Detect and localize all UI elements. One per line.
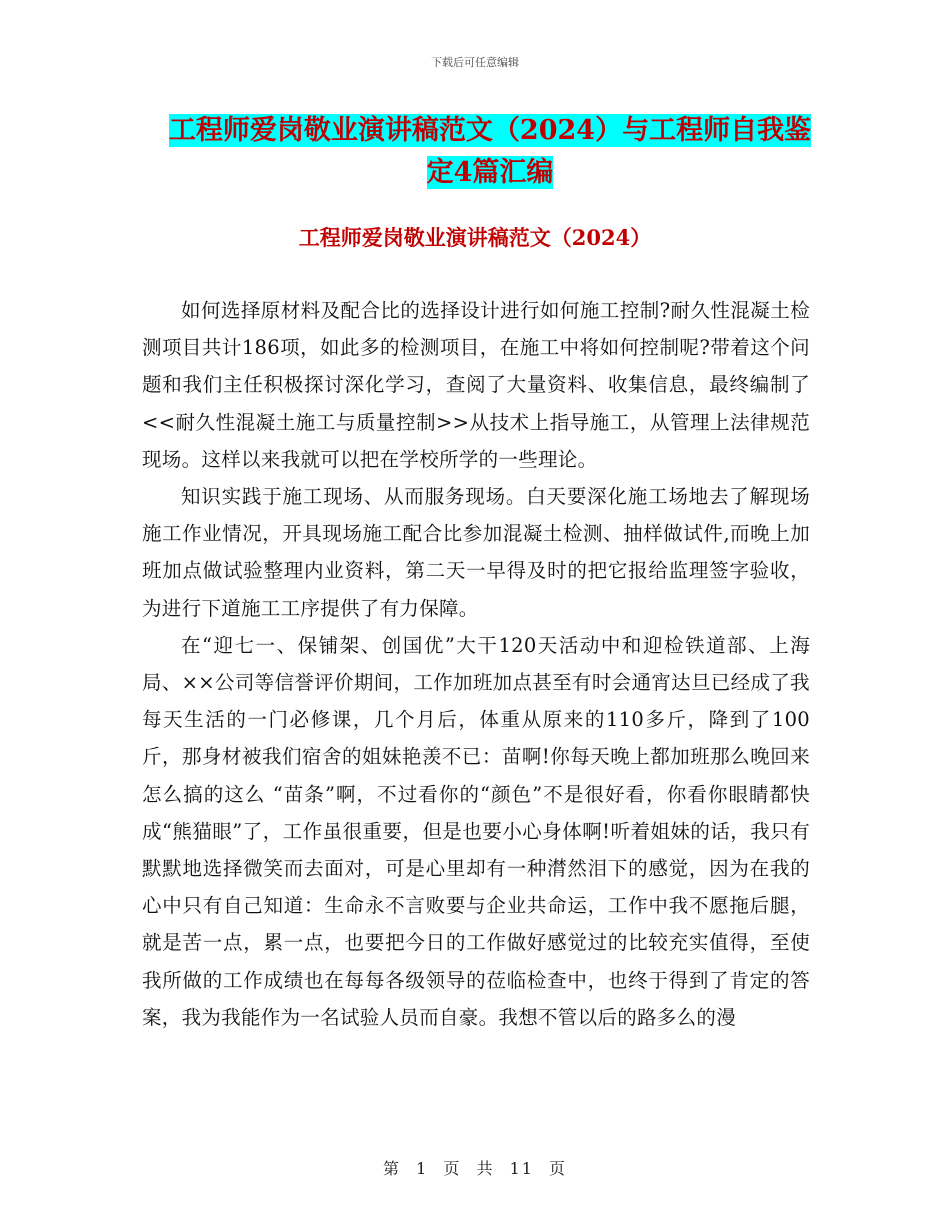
footer-label-total: 共 xyxy=(476,1159,495,1178)
document-title-line2: 定4篇汇编 xyxy=(426,157,554,188)
header-note: 下载后可任意编辑 xyxy=(431,56,519,69)
footer-current-page: 1 xyxy=(416,1159,429,1178)
footer-label-unit: 页 xyxy=(443,1159,462,1178)
section-title: 工程师爱岗敬业演讲稿范文（2024） xyxy=(298,225,652,250)
paragraph-2: 知识实践于施工现场、从而服务现场。白天要深化施工场地去了解现场施工作业情况，开具现场施工配合比参加混凝土检测、抽样做试件,而晚上加班加点做试验整理内业资料，第二天一早得及时的把它报给监理签字验收，为进行下道施工工序提供了有力保障。 xyxy=(142,485,810,620)
footer-label-unit2: 页 xyxy=(549,1159,568,1178)
document-title xyxy=(140,110,840,194)
footer-total-pages: 11 xyxy=(509,1159,534,1178)
document-title-line1: 工程师爱岗敬业演讲稿范文（2024）与工程师自我鉴 xyxy=(168,115,812,146)
page-footer xyxy=(0,1156,950,1179)
footer-label-page: 第 xyxy=(382,1159,401,1178)
body-text xyxy=(142,292,810,1036)
paragraph-3: 在“迎七一、保铺架、创国优”大干120天活动中和迎检铁道部、上海局、××公司等信誉评价期间，工作加班加点甚至有时会通宵达旦已经成了我每天生活的一门必修课，几个月后，体重从原来的110多斤，降到了100斤，那身材被我们宿舍的姐妹艳羡不已：苗啊!你每天晚上都加班那么晚回来怎么搞的这么 “苗条”啊，不过看你的“颜色”不是很好看，你看你眼睛都快成“熊猫眼”了，工作虽很重要，但是也要小心身体啊!听着姐妹的话，我只有默默地选择微笑而去面对，可是心里却有一种潸然泪下的感觉，因为在我的心中只有自己知道：生命永不言败要与企业共命运，工作中我不愿拖后腿，就是苦一点，累一点，也要把今日的工作做好感觉过的比较充实值得，至使我所做的工作成绩也在每每各级领导的莅临检查中，也终于得到了肯定的答案，我为我能作为一名试验人员而自豪。我想不管以后的路多么的漫 xyxy=(142,633,810,1029)
paragraph-1: 如何选择原材料及配合比的选择设计进行如何施工控制?耐久性混凝土检测项目共计186项，如此多的检测项目，在施工中将如何控制呢?带着这个问题和我们主任积极探讨深化学习，查阅了大量资料、收集信息，最终编制了<<耐久性混凝土施工与质量控制>>从技术上指导施工，从管理上法律规范现场。这样以来我就可以把在学校所学的一些理论。 xyxy=(142,299,810,471)
